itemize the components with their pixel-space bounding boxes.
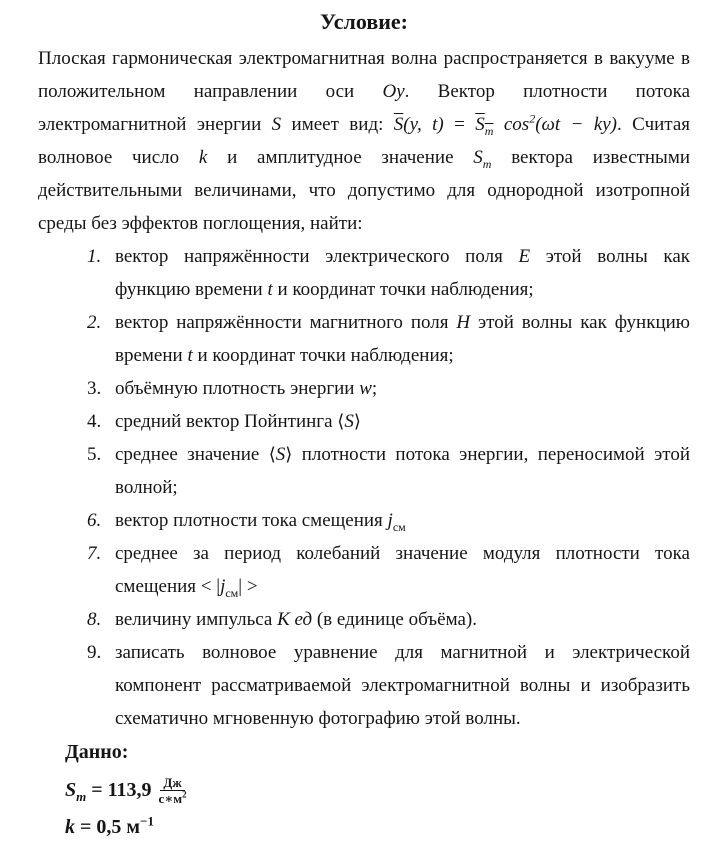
problem-item xyxy=(87,405,690,438)
text-segment: и амплитудное значение xyxy=(207,147,474,168)
fraction-numerator: Дж xyxy=(160,775,184,791)
text-segment: ⟩ xyxy=(285,444,293,465)
superscript: 2 xyxy=(529,111,536,126)
denominator-exponent: 2 xyxy=(182,789,187,800)
text-segment: величину импульса xyxy=(115,609,278,630)
var-k: k xyxy=(65,816,75,838)
subscript: m xyxy=(484,123,494,138)
list-item-number: 4. xyxy=(87,411,102,432)
math-var: k xyxy=(198,147,208,168)
math-var: $S_m$ xyxy=(475,114,494,138)
math-var: w xyxy=(359,378,372,399)
problem-item xyxy=(87,306,690,372)
subscript: см xyxy=(225,585,239,600)
text-segment: записать волновое уравнение для магнитной и электрической компонент рассматриваемой электромагнитной волны и изобразить схематично мгновенную фотографию этой волны. xyxy=(115,642,690,729)
text-segment: плотности потока энергии, переносимой этой волной; xyxy=(115,444,690,498)
math-var: (ωt − ky) xyxy=(535,114,618,135)
text-segment: вектор напряжённости магнитного поля xyxy=(115,312,457,333)
problem-item xyxy=(87,372,690,405)
given-sm-formula xyxy=(65,768,690,812)
list-item-number: 5. xyxy=(87,444,102,465)
text-segment: . Вектор плотности потока электромагнитной энергии xyxy=(38,81,690,135)
text-segment: Плоская гармоническая электромагнитная волна распространяется в вакууме в положительном направлении оси xyxy=(38,48,690,102)
text-segment: | > xyxy=(238,576,258,597)
text-segment: ⟨ xyxy=(337,411,345,432)
sm-expression xyxy=(65,779,152,804)
denominator-base: с∗м xyxy=(158,790,183,806)
text-segment: вектор напряжённости электрического поля xyxy=(115,246,519,267)
var-sm: S xyxy=(65,779,77,801)
subscript: m xyxy=(482,156,492,171)
problem-item xyxy=(87,537,690,603)
text-segment: среднее значение xyxy=(115,444,269,465)
given-label: Данно: xyxy=(65,741,129,763)
math-var: S xyxy=(275,444,286,465)
text-segment: объёмную плотность энергии xyxy=(115,378,360,399)
text-segment: . Считая волновое число xyxy=(38,114,691,168)
problem-item xyxy=(87,504,690,537)
math-var: Oy xyxy=(382,81,405,102)
sm-unit-fraction xyxy=(159,775,187,806)
var-sm-subscript: m xyxy=(76,789,87,804)
text-segment: = xyxy=(443,114,476,135)
math-var: $\overline{S}$ xyxy=(393,114,404,135)
text-segment xyxy=(493,114,503,135)
problem-list xyxy=(38,240,690,735)
text-segment: ; xyxy=(371,378,378,399)
k-value: = 0,5 xyxy=(75,816,122,838)
text-segment: этой волны как функцию времени xyxy=(115,246,690,300)
list-item-number: 1. xyxy=(87,246,102,267)
math-var: E xyxy=(518,246,531,267)
text-segment: (в единице объёма). xyxy=(312,609,477,630)
problem-item xyxy=(87,603,690,636)
math-var: $\cos^2$ xyxy=(503,111,536,135)
text-segment: имеет вид: xyxy=(281,114,394,135)
list-item-number: 2. xyxy=(87,312,102,333)
list-item-number: 9. xyxy=(87,642,102,663)
sm-value: = 113,9 xyxy=(86,779,152,801)
math-var: K ед xyxy=(277,609,313,630)
text-segment: ⟨ xyxy=(268,444,276,465)
text-segment: и координат точки наблюдения; xyxy=(272,279,534,300)
text-segment: среднее за период колебаний значение модуля плотности тока смещения < | xyxy=(115,543,690,597)
page-title: Условие: xyxy=(320,9,408,34)
text-segment: этой волны как функцию времени xyxy=(115,312,690,366)
fraction-denominator xyxy=(159,791,187,806)
k-unit xyxy=(121,813,154,838)
math-var: S xyxy=(271,114,282,135)
math-var: $j_{см}$ xyxy=(220,576,239,600)
problem-item xyxy=(87,438,690,504)
math-var: S xyxy=(344,411,354,432)
list-item-number: 8. xyxy=(87,609,102,630)
list-item-number: 7. xyxy=(87,543,102,564)
problem-item xyxy=(87,636,690,735)
math-var: t xyxy=(187,345,193,366)
intro-paragraph xyxy=(38,42,690,240)
list-item-number: 6. xyxy=(87,510,102,531)
math-var: $S_m$ xyxy=(473,147,492,171)
text-segment: средний вектор Пойнтинга xyxy=(115,411,338,432)
text-segment: и координат точки наблюдения; xyxy=(192,345,454,366)
text-segment: вектор плотности тока смещения xyxy=(115,510,388,531)
text-segment: ⟩ xyxy=(353,411,361,432)
text-segment: вектора известными действительными величинами, что допустимо для однородной изотропной среды без эффектов поглощения, найти: xyxy=(38,147,691,234)
given-k-formula xyxy=(65,812,690,842)
list-item-number: 3. xyxy=(87,378,102,399)
subscript: см xyxy=(392,519,406,534)
math-var: H xyxy=(456,312,471,333)
k-unit-exponent: −1 xyxy=(140,813,154,829)
math-var: (y, t) xyxy=(403,114,444,135)
problem-item xyxy=(87,240,690,306)
k-unit-base: м xyxy=(126,816,141,838)
math-var: $j_{см}$ xyxy=(387,510,406,534)
math-var: t xyxy=(267,279,273,300)
